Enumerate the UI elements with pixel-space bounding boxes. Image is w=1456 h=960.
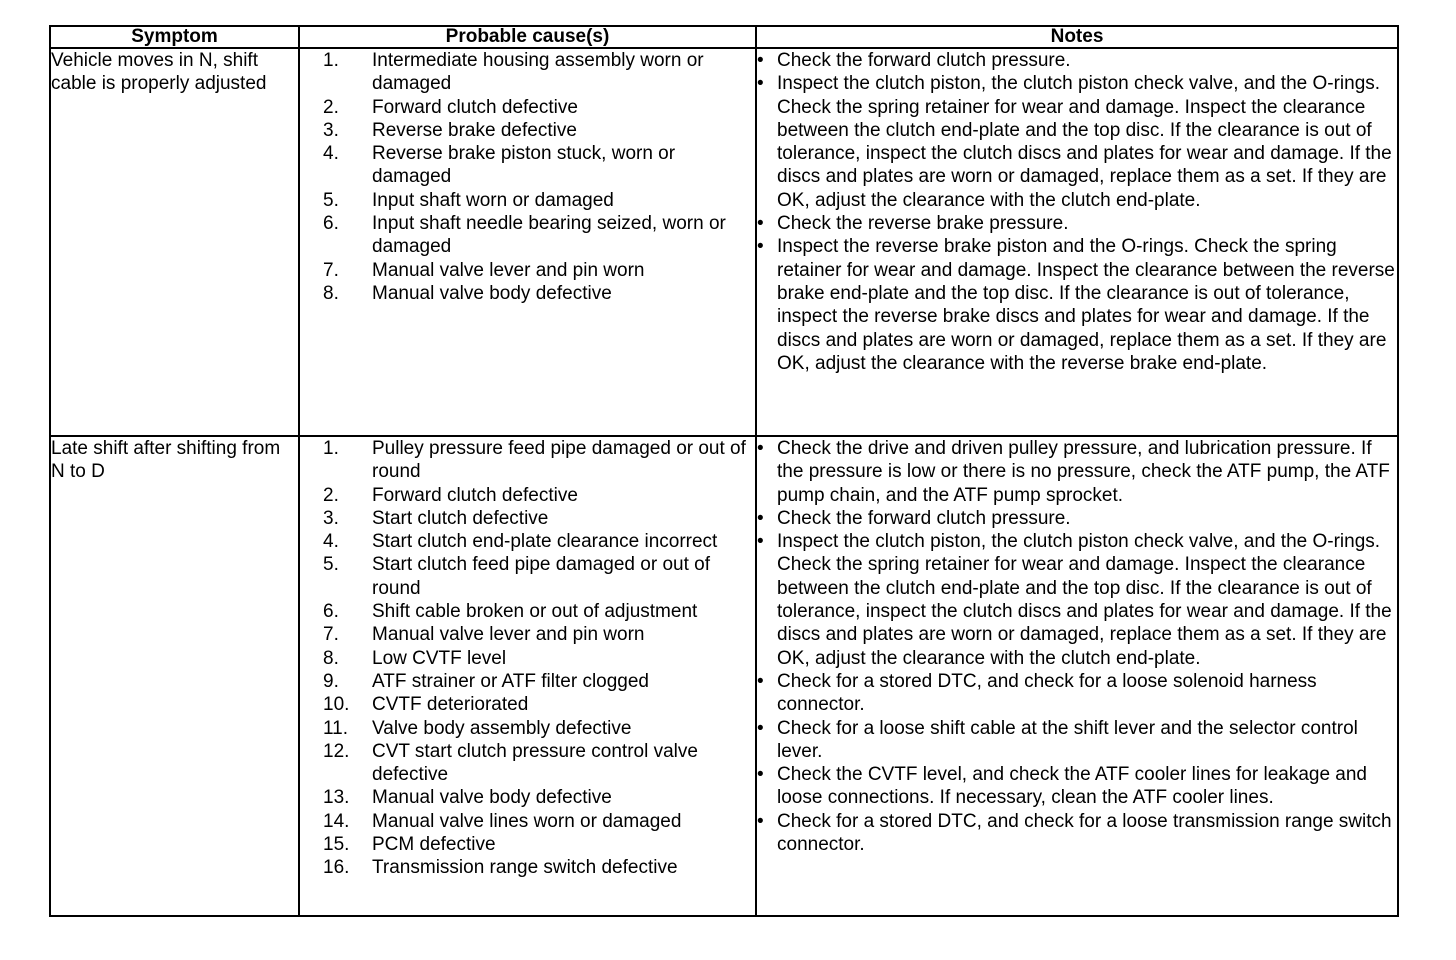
note-item xyxy=(757,437,1397,507)
cause-number: 4. xyxy=(323,531,339,553)
cause-item xyxy=(300,189,755,212)
cause-text: Forward clutch defective xyxy=(372,484,578,506)
cause-item xyxy=(300,142,755,189)
note-text: Inspect the clutch piston, the clutch piston check valve, and the O-rings. Check the spring retainer for wear and damage. Inspect the clearance between the clutch end-plate and the top disc. If the clearance is out of tolerance, inspect the clutch discs and plates for wear and damage. If the discs and plates are worn or damaged, replace them as a set. If they are OK, adjust the clearance with the clutch end-plate. xyxy=(777,531,1392,669)
cause-number: 6. xyxy=(323,213,339,235)
cause-number: 7. xyxy=(323,259,339,281)
cause-number: 15. xyxy=(323,834,350,856)
cause-text: Forward clutch defective xyxy=(372,96,578,118)
cause-item xyxy=(300,856,755,879)
note-text: Check for a loose shift cable at the shift lever and the selector control lever. xyxy=(777,717,1358,762)
probable-causes-cell xyxy=(299,436,756,916)
cause-item xyxy=(300,833,755,856)
note-text: Check for a stored DTC, and check for a loose transmission range switch connector. xyxy=(777,810,1392,856)
bullet-icon: • xyxy=(757,717,764,739)
cause-number: 4. xyxy=(323,143,339,165)
cause-number: 11. xyxy=(323,717,349,739)
header-symptom: Symptom xyxy=(50,26,299,48)
note-item xyxy=(757,235,1397,375)
probable-causes-cell xyxy=(299,48,756,436)
cause-text: Manual valve lines worn or damaged xyxy=(372,810,682,832)
cause-number: 1. xyxy=(323,50,339,71)
cause-text: Input shaft needle bearing seized, worn or damaged xyxy=(372,213,726,258)
troubleshooting-table xyxy=(49,25,1399,917)
note-text: Inspect the reverse brake piston and the O-rings. Check the spring retainer for wear and damage. Inspect the clearance between the reverse brake end-plate and the top disc. If the clearance is out of tolerance, inspect the reverse brake discs and plates for wear and damage. If the discs and plates are worn or damaged, replace them as a set. If they are OK, adjust the clearance with the reverse brake end-plate. xyxy=(777,236,1395,374)
cause-item xyxy=(300,717,755,740)
cause-number: 14. xyxy=(323,810,350,832)
cause-text: Reverse brake defective xyxy=(372,119,577,141)
cause-text: PCM defective xyxy=(372,834,496,856)
bullet-icon: • xyxy=(757,670,764,692)
cause-item xyxy=(300,670,755,693)
cause-text: Manual valve body defective xyxy=(372,787,612,809)
notes-cell xyxy=(756,48,1398,436)
note-text: Check for a stored DTC, and check for a loose solenoid harness connector. xyxy=(777,670,1317,716)
cause-number: 8. xyxy=(323,282,339,304)
cause-text: Intermediate housing assembly worn or damaged xyxy=(372,50,704,95)
note-item xyxy=(757,763,1397,810)
cause-text: Low CVTF level xyxy=(372,647,507,669)
cause-item xyxy=(300,623,755,646)
cause-number: 3. xyxy=(323,119,339,141)
cause-number: 8. xyxy=(323,647,339,669)
cause-item xyxy=(300,647,755,670)
cause-item xyxy=(300,530,755,553)
cause-text: CVT start clutch pressure control valve defective xyxy=(372,740,698,786)
cause-item xyxy=(300,740,755,787)
cause-item xyxy=(300,96,755,119)
note-text: Check the reverse brake pressure. xyxy=(777,213,1069,235)
cause-number: 3. xyxy=(323,507,339,529)
note-item xyxy=(757,670,1397,717)
notes-cell xyxy=(756,436,1398,916)
table-row xyxy=(50,48,1398,436)
cause-item xyxy=(300,786,755,809)
note-item xyxy=(757,810,1397,857)
bullet-icon: • xyxy=(757,764,764,786)
table-row xyxy=(50,436,1398,916)
cause-number: 2. xyxy=(323,96,339,118)
cause-number: 1. xyxy=(323,438,339,459)
bullet-icon: • xyxy=(757,507,764,529)
cause-text: Manual valve lever and pin worn xyxy=(372,624,645,646)
header-notes: Notes xyxy=(756,26,1398,48)
cause-number: 5. xyxy=(323,189,339,211)
cause-text: Pulley pressure feed pipe damaged or out of round xyxy=(372,438,746,483)
cause-number: 9. xyxy=(323,670,339,692)
note-item xyxy=(757,507,1397,530)
cause-number: 6. xyxy=(323,601,339,623)
note-text: Inspect the clutch piston, the clutch piston check valve, and the O-rings. Check the spring retainer for wear and damage. Inspect the clearance between the clutch end-plate and the top disc. If the clearance is out of tolerance, inspect the clutch discs and plates for wear and damage. If the discs and plates are worn or damaged, replace them as a set. If they are OK, adjust the clearance with the clutch end-plate. xyxy=(777,73,1392,211)
bullet-icon: • xyxy=(757,438,764,459)
cause-item xyxy=(300,119,755,142)
cause-item xyxy=(300,553,755,600)
cause-text: Reverse brake piston stuck, worn or damaged xyxy=(372,143,676,188)
cause-text: Input shaft worn or damaged xyxy=(372,189,614,211)
bullet-icon: • xyxy=(757,236,764,258)
cause-item xyxy=(300,600,755,623)
cause-number: 2. xyxy=(323,484,339,506)
cause-number: 10. xyxy=(323,694,350,716)
bullet-icon: • xyxy=(757,50,764,71)
cause-number: 13. xyxy=(323,787,350,809)
note-text: Check the drive and driven pulley pressure, and lubrication pressure. If the pressure is low or there is no pressure, check the ATF pump, the ATF pump chain, and the ATF pump sprocket. xyxy=(777,438,1390,506)
cause-item xyxy=(300,810,755,833)
symptom-cell: Late shift after shifting from N to D xyxy=(50,436,299,916)
cause-text: Start clutch end-plate clearance incorrect xyxy=(372,531,718,553)
note-item xyxy=(757,49,1397,72)
cause-text: Start clutch feed pipe damaged or out of round xyxy=(372,554,710,599)
cause-text: Transmission range switch defective xyxy=(372,857,678,879)
cause-number: 7. xyxy=(323,624,339,646)
note-text: Check the CVTF level, and check the ATF cooler lines for leakage and loose connections. If necessary, clean the ATF cooler lines. xyxy=(777,764,1368,809)
cause-text: Manual valve lever and pin worn xyxy=(372,259,645,281)
cause-number: 5. xyxy=(323,554,339,576)
cause-item xyxy=(300,49,755,96)
note-text: Check the forward clutch pressure. xyxy=(777,507,1071,529)
cause-number: 12. xyxy=(323,740,350,762)
cause-text: CVTF deteriorated xyxy=(372,694,529,716)
note-text: Check the forward clutch pressure. xyxy=(777,50,1071,71)
symptom-cell: Vehicle moves in N, shift cable is properly adjusted xyxy=(50,48,299,436)
bullet-icon: • xyxy=(757,73,764,95)
header-probable-causes: Probable cause(s) xyxy=(299,26,756,48)
note-item xyxy=(757,72,1397,212)
cause-text: Manual valve body defective xyxy=(372,282,612,304)
note-item xyxy=(757,717,1397,764)
cause-item xyxy=(300,282,755,305)
bullet-icon: • xyxy=(757,213,764,235)
cause-item xyxy=(300,259,755,282)
cause-item xyxy=(300,484,755,507)
cause-text: Shift cable broken or out of adjustment xyxy=(372,601,698,623)
cause-text: ATF strainer or ATF filter clogged xyxy=(372,670,649,692)
note-item xyxy=(757,530,1397,670)
note-item xyxy=(757,212,1397,235)
cause-text: Start clutch defective xyxy=(372,507,549,529)
bullet-icon: • xyxy=(757,810,764,832)
cause-text: Valve body assembly defective xyxy=(372,717,632,739)
bullet-icon: • xyxy=(757,531,764,553)
cause-item xyxy=(300,693,755,716)
cause-item xyxy=(300,437,755,484)
cause-item xyxy=(300,212,755,259)
table-header-row xyxy=(50,26,1398,48)
cause-item xyxy=(300,507,755,530)
cause-number: 16. xyxy=(323,857,350,879)
